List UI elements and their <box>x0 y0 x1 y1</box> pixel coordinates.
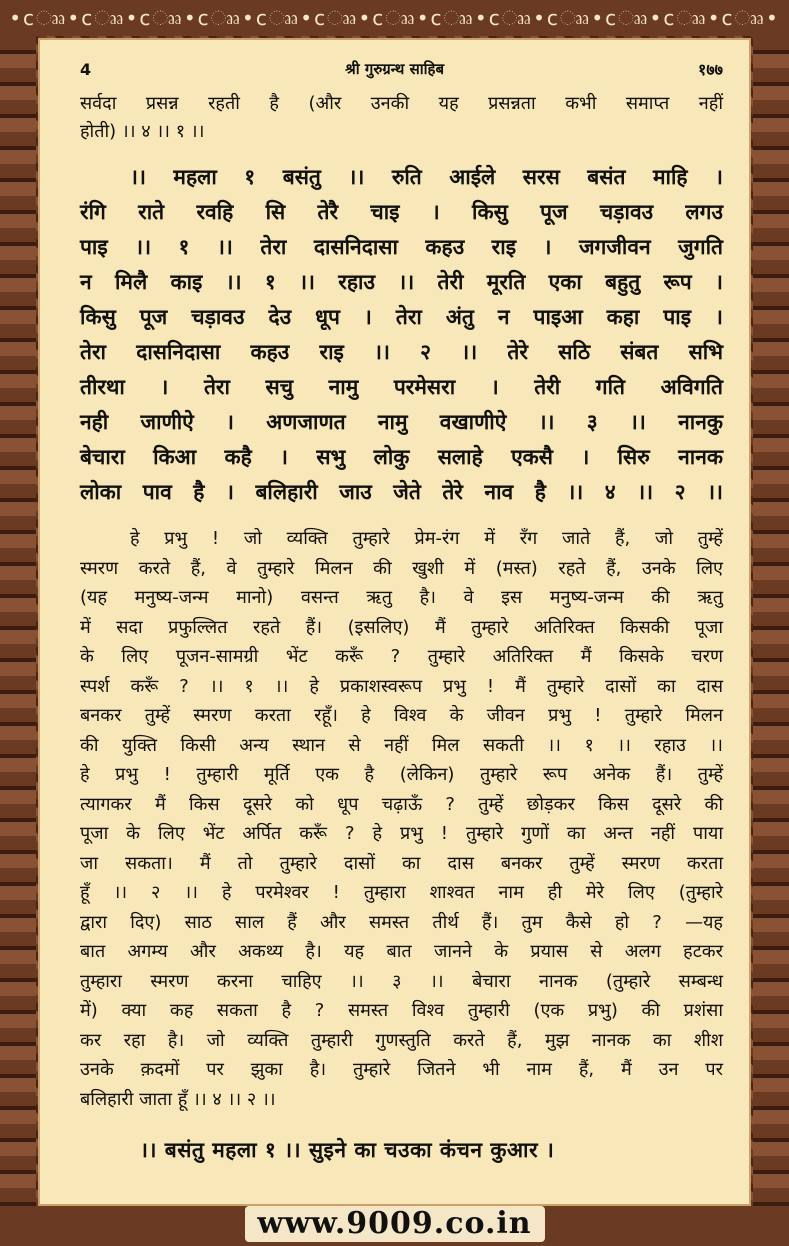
translation-line: उनके क़दमों पर झुका है। तुम्हारे जितने भी नाम हैं, मैं उन पर <box>80 1059 723 1080</box>
page-title: श्री गुरुग्रन्थ साहिब <box>345 60 445 78</box>
translation-line: हे प्रभु ! जो व्यक्ति तुम्हारे प्रेम-रंग में रँग जाते हैं, जो तुम्हें <box>130 528 723 549</box>
translation-line: में) क्या कह सकता है ? समस्त विश्व तुम्हारी (एक प्रभु) की प्रशंसा <box>80 1000 723 1021</box>
right-border-ornament <box>753 36 789 1206</box>
verse-line: किसु पूज चड़ावउ देउ धूप । तेरा अंतु न पाइआ कहा पाइ । <box>80 305 723 329</box>
top-border-ornament: •cෲ•cෲ•cෲ•cෲ•cෲ•cෲ•cෲ•cෲ•cෲ•cෲ•cෲ•cෲ•cෲ• <box>0 0 789 36</box>
verse-line: तेरा दासनिदासा कहउ राइ ।। २ ।। तेरे सठि संबत सभि <box>80 340 723 364</box>
verse-line: रंगि राते रवहि सि तेरै चाइ । किसु पूज चड़ावउ लगउ <box>80 200 723 224</box>
translation-line: बलिहारी जाता हूँ ।। ४ ।। २ ।। <box>80 1088 276 1110</box>
left-border-ornament <box>0 36 36 1206</box>
next-verse-heading: ।। बसंतु महला १ ।। सुइने का चउका कंचन कुआर । <box>140 1138 555 1162</box>
verse-line: तीरथा । तेरा सचु नामु परमेसरा । तेरी गति अविगति <box>80 375 723 399</box>
translation-line: हे प्रभु ! तुम्हारी मूर्ति एक है (लेकिन) तुम्हारे रूप अनेक हैं। तुम्हें <box>80 764 723 785</box>
page-header <box>80 58 723 80</box>
scripture-page <box>38 38 751 1206</box>
verse-line: न मिलै काइ ।। १ ।। रहाउ ।। तेरी मूरति एका बहुतु रूप । <box>80 270 723 294</box>
verse-line: ।। महला १ बसंतु ।। रुति आईले सरस बसंत माहि । <box>130 165 723 189</box>
folio-number: १७७ <box>698 60 723 79</box>
verse-line: नही जाणीऐ । अणजाणत नामु वखाणीऐ ।। ३ ।। नानकु <box>80 410 723 434</box>
verse-line: बेचारा किआ कहै । सभु लोकु सलाहे एकसै । सिरु नानक <box>80 445 723 469</box>
translation-line: जा सकता। मैं तो तुम्हारे दासों का दास बनकर तुम्हें स्मरण करता <box>80 852 723 874</box>
translation-line: स्पर्श करूँ ? ।। १ ।। हे प्रकाशस्वरूप प्रभु ! मैं तुम्हारे दासों का दास <box>80 675 723 697</box>
verse-line: लोका पाव है । बलिहारी जाउ जेते तेरे नाव है ।। ४ ।। २ ।। <box>80 480 723 504</box>
translation-line: द्वारा दिए) साठ साल हैं और समस्त तीर्थ हैं। तुम कैसे हो ? —यह <box>80 911 723 933</box>
translation-line: (यह मनुष्य-जन्म मानो) वसन्त ऋतु है। वे इस मनुष्य-जन्म की ऋतु <box>80 587 723 608</box>
verse-line: पाइ ।। १ ।। तेरा दासनिदासा कहउ राइ । जगजीवन जुगति <box>80 235 723 259</box>
translation-line: तुम्हारा स्मरण करना चाहिए ।। ३ ।। बेचारा नानक (तुम्हारे सम्बन्ध <box>80 970 723 992</box>
translation-line: में सदा प्रफुल्लित रहते हैं। (इसलिए) मैं तुम्हारे अतिरिक्त किसकी पूजा <box>80 616 723 638</box>
translation-line: हूँ ।। २ ।। हे परमेश्वर ! तुम्हारा शाश्वत नाम ही मेरे लिए (तुम्हारे <box>80 882 723 903</box>
intro-paragraph <box>80 90 723 146</box>
translation-line: के लिए पूजन-सामग्री भेंट करूँ ? तुम्हारे अतिरिक्त मैं किसके चरण <box>80 646 723 667</box>
translation-line: पूजा के लिए भेंट अर्पित करूँ ? हे प्रभु ! तुम्हारे गुणों का अन्त नहीं पाया <box>80 823 723 844</box>
translation-line: बात अगम्य और अकथ्य है। यह बात जानने के प्रयास से अलग हटकर <box>80 941 723 962</box>
intro-line: सर्वदा प्रसन्न रहती है (और उनकी यह प्रसन्नता कभी समाप्त नहीं <box>80 93 723 114</box>
translation-line: बनकर तुम्हें स्मरण करता रहूँ। हे विश्व के जीवन प्रभु ! तुम्हारे मिलन <box>80 705 723 726</box>
website-url: www.9009.co.in <box>245 1206 545 1242</box>
translation-paragraph <box>80 524 723 1114</box>
translation-line: की युक्ति किसी अन्य स्थान से नहीं मिल सकती ।। १ ।। रहाउ ।। <box>80 734 723 756</box>
gurbani-verse <box>80 160 723 510</box>
translation-line: स्मरण करते हैं, वे तुम्हारे मिलन की खुशी में (मस्त) रहते हैं, उनके लिए <box>80 557 723 579</box>
intro-line: होती) ।। ४ ।। १ ।। <box>80 121 205 142</box>
page-number: 4 <box>80 59 92 79</box>
translation-line: त्यागकर मैं किस दूसरे को धूप चढ़ाऊँ ? तुम्हें छोड़कर किस दूसरे की <box>80 793 723 815</box>
translation-line: कर रहा है। जो व्यक्ति तुम्हारी गुणस्तुति करते हैं, मुझ नानक का शीश <box>80 1029 723 1051</box>
